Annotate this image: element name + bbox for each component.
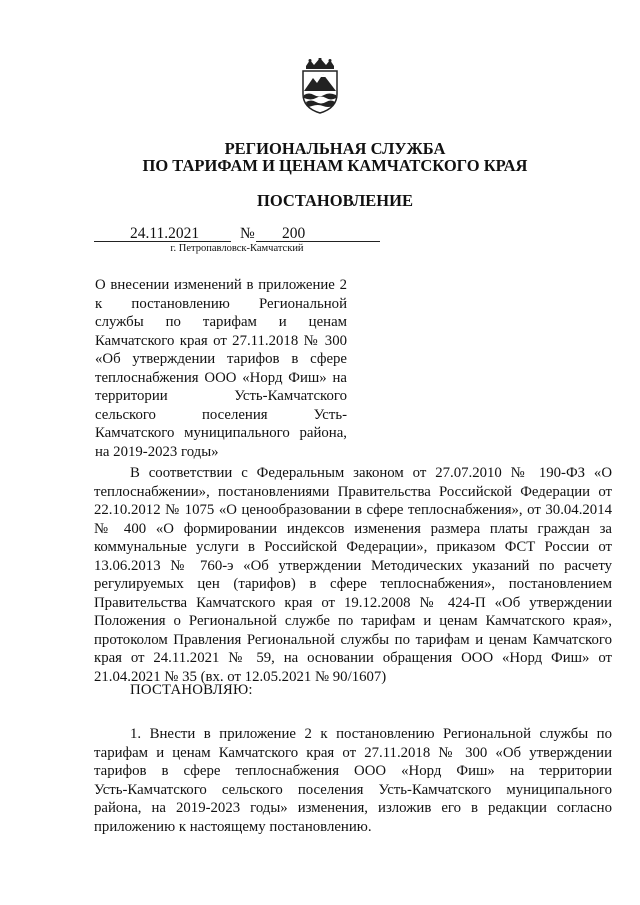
item-1-line: тарифам и ценам Камчатского края от 27.11.2018 № 300 «Об утверждении bbox=[94, 744, 612, 761]
item-1-line: 1. Внести в приложение 2 к постановлению Региональной службы по bbox=[130, 726, 612, 742]
preamble-line: Правительства Камчатского края от 19.12.2008 № 424-П «Об утверждении bbox=[94, 594, 612, 611]
preamble-line: Положения о Региональной службе по тарифам и ценам Камчатского края», bbox=[94, 613, 612, 629]
preamble-line: 13.06.2013 № 760-э «Об утверждении Методических указаний по расчету bbox=[94, 557, 612, 574]
preamble-line: теплоснабжении», постановлениями Правительства Российской Федерации от bbox=[94, 483, 612, 500]
preamble-line: коммунальные услуги в Российской Федерации», приказом ФСТ России от bbox=[94, 539, 612, 555]
subject-line: Камчатского муниципального района, bbox=[95, 425, 347, 441]
item-1-paragraph bbox=[94, 725, 612, 836]
subject-line: сельского поселения Усть- bbox=[95, 406, 347, 423]
subject-line: теплоснабжения ООО «Норд Фиш» на bbox=[95, 369, 347, 386]
decree-word: ПОСТАНОВЛЯЮ: bbox=[130, 682, 253, 698]
subject-line: к постановлению Региональной bbox=[95, 295, 347, 312]
subject-line: Камчатского края от 27.11.2018 № 300 bbox=[95, 332, 347, 349]
number-underline bbox=[256, 241, 380, 242]
document-date: 24.11.2021 bbox=[130, 225, 200, 242]
date-underline bbox=[94, 241, 231, 242]
preamble-line: 21.04.2021 № 35 (вх. от 12.05.2021 № 90/1607) bbox=[94, 668, 387, 685]
subject-line: на 2019-2023 годы» bbox=[95, 443, 219, 460]
subject-line: «Об утверждении тарифов в сфере bbox=[95, 351, 347, 367]
kamchatka-emblem-icon bbox=[298, 58, 342, 114]
document-place: г. Петропавловск-Камчатский bbox=[170, 243, 304, 254]
document-number: 200 bbox=[282, 225, 306, 242]
number-sign: № bbox=[240, 225, 255, 242]
item-1-line: Усть-Камчатского сельского поселения Усть-Камчатского муниципального bbox=[94, 781, 612, 798]
item-1-line: района, на 2019-2023 годы» изменения, изложив его в редакции согласно bbox=[94, 800, 612, 816]
document-type-title: ПОСТАНОВЛЕНИЕ bbox=[257, 191, 413, 210]
subject-line: О внесении изменений в приложение 2 bbox=[95, 277, 347, 293]
subject-line: территории Усть-Камчатского bbox=[95, 388, 347, 404]
preamble-line: протоколом Правления Региональной службы по тарифам и ценам Камчатского bbox=[94, 631, 612, 648]
item-1-line: тарифов в сфере теплоснабжения ООО «Норд Фиш» на территории bbox=[94, 763, 612, 779]
document-subject bbox=[95, 276, 347, 461]
item-1-line: приложению к настоящему постановлению. bbox=[94, 818, 372, 835]
preamble-line: № 400 «О формировании индексов изменения размера платы граждан за bbox=[94, 520, 612, 537]
preamble-line: регулируемых цен (тарифов) в сфере теплоснабжения», постановлением bbox=[94, 576, 612, 592]
organization-name-line-1: РЕГИОНАЛЬНАЯ СЛУЖБА bbox=[224, 139, 446, 158]
preamble-line: В соответствии с Федеральным законом от 27.07.2010 № 190-ФЗ «О bbox=[130, 465, 612, 481]
preamble-paragraph bbox=[94, 464, 612, 686]
organization-name-line-2: ПО ТАРИФАМ И ЦЕНАМ КАМЧАТСКОГО КРАЯ bbox=[142, 156, 528, 175]
subject-line: службы по тарифам и ценам bbox=[95, 314, 347, 330]
preamble-line: 22.10.2012 № 1075 «О ценообразовании в сфере теплоснабжения», от 30.04.2014 bbox=[94, 502, 612, 518]
preamble-line: края от 24.11.2021 № 59, на основании обращения ООО «Норд Фиш» от bbox=[94, 650, 612, 666]
